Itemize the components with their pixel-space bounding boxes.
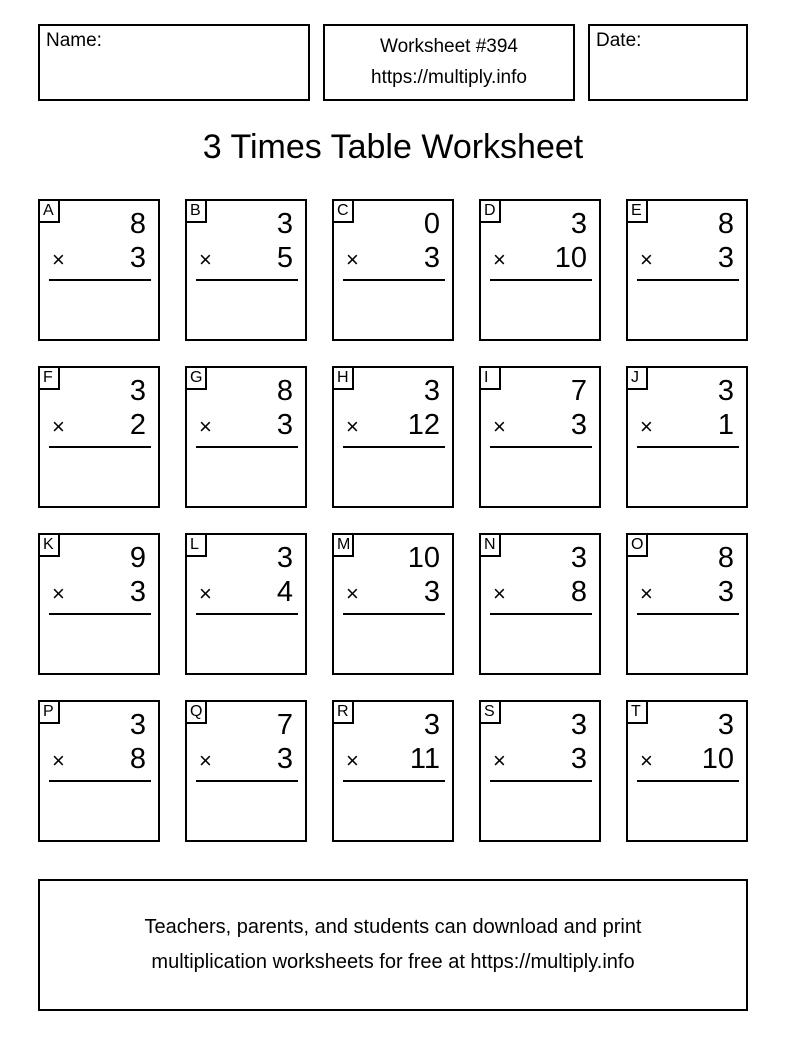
problem-letter: L (185, 533, 207, 557)
answer-line (490, 446, 592, 448)
answer-line (343, 780, 445, 782)
times-sign: × (199, 247, 212, 272)
problem-letter: T (626, 700, 648, 724)
page-title: 3 Times Table Worksheet (202, 128, 584, 166)
problem-letter: D (479, 199, 501, 223)
times-sign: × (346, 414, 359, 439)
problem-card (38, 700, 160, 842)
problem-card (185, 533, 307, 675)
times-sign: × (640, 414, 653, 439)
worksheet-box (323, 24, 575, 101)
answer-line (637, 780, 739, 782)
date-label: Date: (596, 30, 642, 51)
top-number: 3 (570, 208, 587, 240)
problem-letter: Q (185, 700, 207, 724)
answer-line (196, 446, 298, 448)
problem-letter: K (38, 533, 60, 557)
footer-line-2: multiplication worksheets for free at https://multiply.info (151, 951, 635, 973)
problem-card (626, 366, 748, 508)
problem-letter: A (38, 199, 60, 223)
times-sign: × (493, 581, 506, 606)
times-sign: × (640, 581, 653, 606)
problem-card (332, 700, 454, 842)
times-sign: × (493, 748, 506, 773)
top-number: 10 (407, 542, 440, 574)
problem-letter: E (626, 199, 648, 223)
times-sign: × (199, 414, 212, 439)
times-sign: × (640, 247, 653, 272)
problem-card (38, 366, 160, 508)
problem-letter: G (185, 366, 207, 390)
problem-letter: H (332, 366, 354, 390)
footer-box (38, 879, 748, 1011)
problem-card (185, 366, 307, 508)
problem-letter: O (626, 533, 648, 557)
problem-card (479, 199, 601, 341)
times-sign: × (52, 581, 65, 606)
times-sign: × (346, 247, 359, 272)
times-sign: × (493, 247, 506, 272)
answer-line (196, 613, 298, 615)
problem-letter: F (38, 366, 60, 390)
answer-line (490, 279, 592, 281)
answer-line (637, 613, 739, 615)
bottom-number: 3 (570, 409, 587, 441)
bottom-number: 1 (717, 409, 734, 441)
name-label: Name: (46, 30, 102, 51)
times-sign: × (52, 414, 65, 439)
bottom-number: 8 (129, 743, 146, 775)
times-sign: × (493, 414, 506, 439)
top-number: 3 (717, 709, 734, 741)
answer-line (637, 446, 739, 448)
top-number: 3 (717, 375, 734, 407)
times-sign: × (346, 748, 359, 773)
worksheet-number: Worksheet #394 (379, 36, 518, 57)
problem-card (185, 199, 307, 341)
top-number: 7 (276, 709, 293, 741)
bottom-number: 12 (407, 409, 440, 441)
problem-card (626, 533, 748, 675)
answer-line (343, 446, 445, 448)
top-number: 3 (129, 375, 146, 407)
times-sign: × (640, 748, 653, 773)
bottom-number: 3 (423, 576, 440, 608)
bottom-number: 3 (717, 242, 734, 274)
top-number: 8 (276, 375, 293, 407)
top-number: 0 (423, 208, 440, 240)
problem-card (626, 199, 748, 341)
times-sign: × (52, 748, 65, 773)
top-number: 3 (129, 709, 146, 741)
problem-letter: N (479, 533, 501, 557)
bottom-number: 10 (554, 242, 587, 274)
problem-letter: M (332, 533, 354, 557)
answer-line (196, 279, 298, 281)
date-box (588, 24, 748, 101)
worksheet-url: https://multiply.info (371, 67, 527, 88)
footer-line-1: Teachers, parents, and students can download and print (144, 916, 642, 938)
answer-line (490, 613, 592, 615)
bottom-number: 3 (570, 743, 587, 775)
answer-line (49, 780, 151, 782)
problem-card (626, 700, 748, 842)
answer-line (49, 613, 151, 615)
bottom-number: 3 (717, 576, 734, 608)
problem-letter: J (626, 366, 648, 390)
problem-letter: C (332, 199, 354, 223)
answer-line (49, 279, 151, 281)
problem-letter: R (332, 700, 354, 724)
answer-line (343, 279, 445, 281)
problem-card (332, 366, 454, 508)
problem-card (332, 533, 454, 675)
answer-line (49, 446, 151, 448)
problem-card (479, 366, 601, 508)
bottom-number: 3 (129, 576, 146, 608)
bottom-number: 5 (276, 242, 293, 274)
times-sign: × (199, 581, 212, 606)
bottom-number: 10 (701, 743, 734, 775)
top-number: 8 (717, 208, 734, 240)
bottom-number: 4 (276, 576, 293, 608)
bottom-number: 8 (570, 576, 587, 608)
name-box (38, 24, 310, 101)
bottom-number: 3 (276, 743, 293, 775)
bottom-number: 3 (276, 409, 293, 441)
answer-line (343, 613, 445, 615)
bottom-number: 3 (423, 242, 440, 274)
top-number: 3 (423, 375, 440, 407)
problem-card (38, 533, 160, 675)
bottom-number: 11 (409, 743, 440, 775)
answer-line (637, 279, 739, 281)
top-number: 3 (276, 542, 293, 574)
times-sign: × (346, 581, 359, 606)
top-number: 3 (276, 208, 293, 240)
answer-line (196, 780, 298, 782)
problem-letter: B (185, 199, 207, 223)
problem-card (332, 199, 454, 341)
bottom-number: 3 (129, 242, 146, 274)
top-number: 8 (129, 208, 146, 240)
problem-card (479, 700, 601, 842)
problem-letter: P (38, 700, 60, 724)
top-number: 8 (717, 542, 734, 574)
problem-card (479, 533, 601, 675)
top-number: 3 (423, 709, 440, 741)
problem-card (185, 700, 307, 842)
times-sign: × (52, 247, 65, 272)
top-number: 9 (129, 542, 146, 574)
top-number: 3 (570, 709, 587, 741)
times-sign: × (199, 748, 212, 773)
top-number: 3 (570, 542, 587, 574)
problem-card (38, 199, 160, 341)
top-number: 7 (570, 375, 587, 407)
problem-letter: I (479, 366, 501, 390)
answer-line (490, 780, 592, 782)
bottom-number: 2 (129, 409, 146, 441)
problem-letter: S (479, 700, 501, 724)
